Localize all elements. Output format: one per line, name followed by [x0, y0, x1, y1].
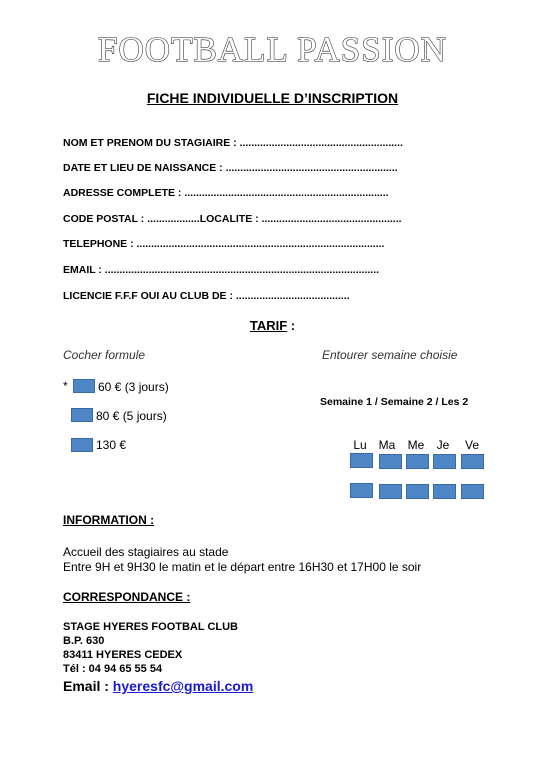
phone-field[interactable]: TELEPHONE : ..................................................................................... — [63, 238, 385, 250]
birth-field[interactable]: DATE ET LIEU DE NAISSANCE : ........................................................... — [63, 162, 398, 174]
day-box-week1-me[interactable] — [406, 454, 429, 469]
tarif-label: TARIF — [249, 318, 288, 333]
contact-city: 83411 HYERES CEDEX — [63, 649, 183, 661]
formula-label-130: 130 € — [96, 438, 127, 452]
formula-label-80: 80 € (5 jours) — [96, 409, 167, 423]
formula-label-60: 60 € (3 jours) — [98, 380, 169, 394]
information-heading: INFORMATION : — [63, 513, 155, 527]
day-box-week1-lu[interactable] — [350, 453, 373, 468]
contact-email — [63, 678, 253, 694]
license-field[interactable]: LICENCIE F.F.F OUI AU CLUB DE : ....................................... — [63, 290, 350, 302]
formula-checkbox-130[interactable] — [71, 438, 93, 452]
email-link[interactable]: hyeresfc@gmail.com — [112, 678, 254, 694]
day-label-lu: Lu — [353, 438, 367, 452]
day-label-me: Me — [407, 438, 425, 452]
correspondance-heading: CORRESPONDANCE : — [63, 590, 191, 604]
week-heading: Entourer semaine choisie — [322, 348, 458, 362]
week-options[interactable]: Semaine 1 / Semaine 2 / Les 2 — [320, 396, 469, 408]
information-line-1: Accueil des stagiaires au stade — [63, 545, 229, 559]
day-box-week2-ve[interactable] — [461, 484, 484, 499]
day-box-week1-ve[interactable] — [461, 454, 484, 469]
day-box-week2-me[interactable] — [406, 484, 429, 499]
formula-heading: Cocher formule — [63, 348, 146, 362]
formula-checkbox-80[interactable] — [71, 408, 93, 422]
address-field[interactable]: ADRESSE COMPLETE : ...................................................................... — [63, 187, 389, 199]
day-label-je: Je — [436, 438, 450, 452]
tarif-suffix: : — [287, 318, 296, 333]
email-label: Email : — [63, 678, 113, 694]
contact-phone: Tél : 04 94 65 55 54 — [63, 663, 163, 675]
tarif-heading — [0, 318, 545, 333]
day-box-week2-lu[interactable] — [350, 483, 373, 498]
email-field[interactable]: EMAIL : .............................................................................................. — [63, 264, 380, 276]
day-label-ve: Ve — [464, 438, 479, 452]
day-box-week2-ma[interactable] — [379, 484, 402, 499]
asterisk: * — [63, 379, 68, 393]
contact-club: STAGE HYERES FOOTBAL CLUB — [63, 621, 238, 633]
page-title: FOOTBALL PASSION — [98, 30, 447, 69]
day-box-week1-je[interactable] — [433, 454, 456, 469]
name-field[interactable]: NOM ET PRENOM DU STAGIAIRE : ........................................................ — [63, 137, 403, 149]
information-line-2: Entre 9H et 9H30 le matin et le départ entre 16H30 et 17H00 le soir — [63, 560, 422, 574]
day-box-week1-ma[interactable] — [379, 454, 402, 469]
form-subtitle: FICHE INDIVIDUELLE D’INSCRIPTION — [146, 90, 399, 106]
day-box-week2-je[interactable] — [433, 484, 456, 499]
formula-checkbox-60[interactable] — [73, 379, 95, 393]
contact-bp: B.P. 630 — [63, 635, 105, 647]
postal-locality-field[interactable]: CODE POSTAL : ..................LOCALITE : ................................................ — [63, 213, 402, 225]
day-label-ma: Ma — [378, 438, 396, 452]
